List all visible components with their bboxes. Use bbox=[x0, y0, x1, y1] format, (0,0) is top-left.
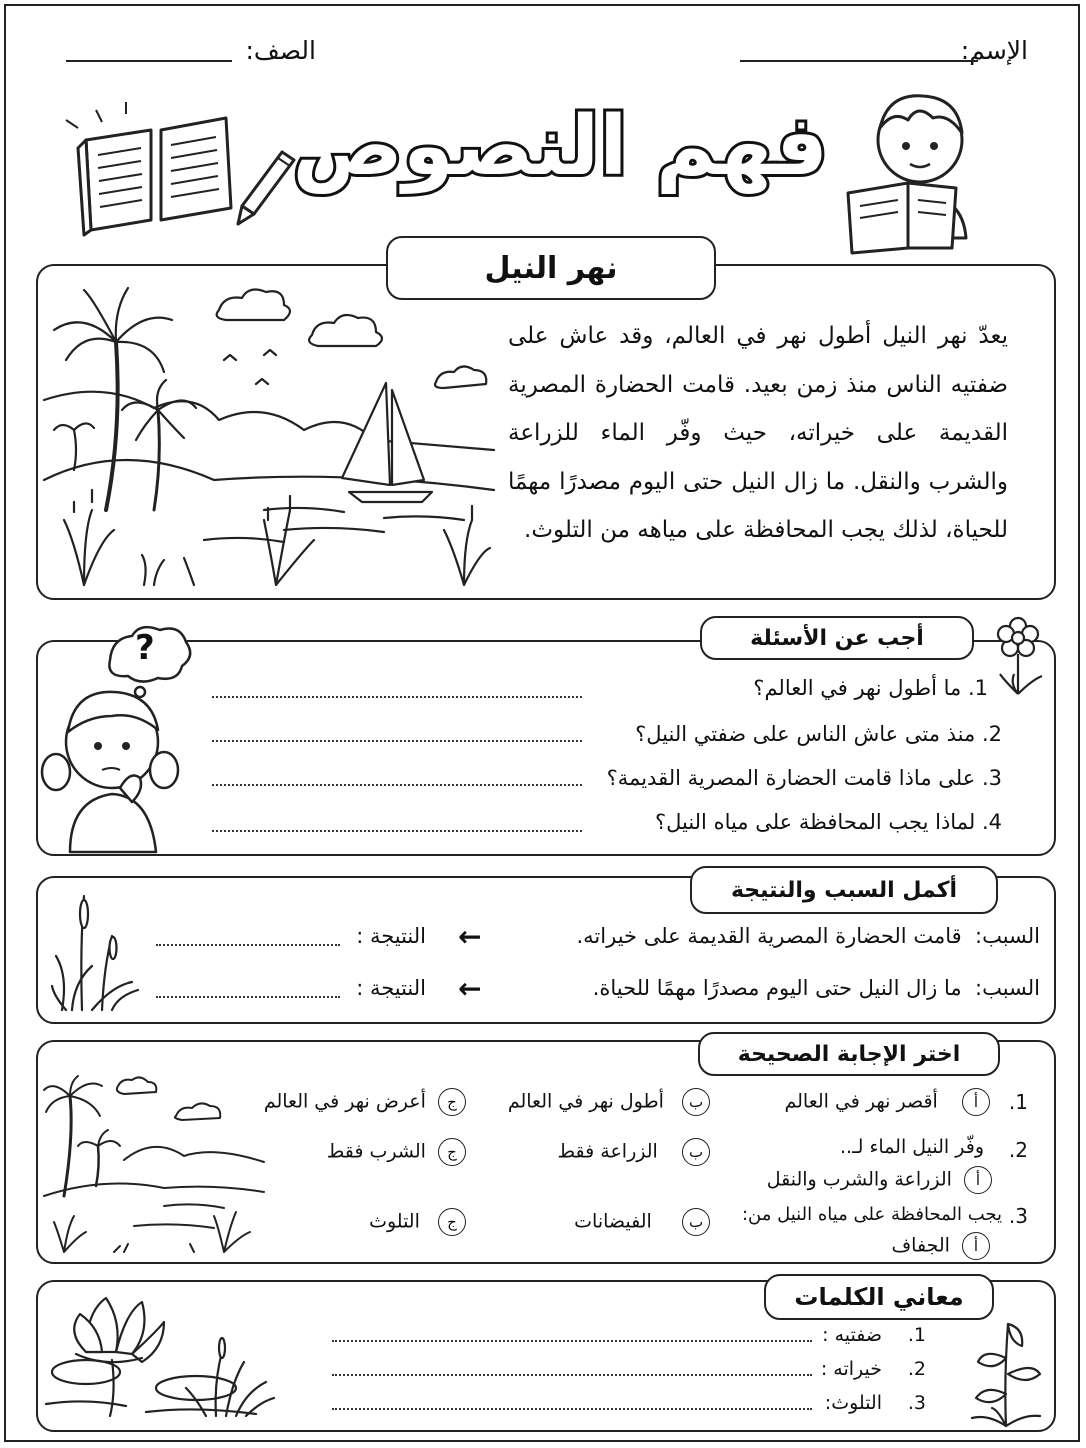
question-2: 2. منذ متى عاش الناس على ضفتي النيل؟ bbox=[635, 722, 1002, 746]
name-label: الإسم: bbox=[960, 36, 1028, 65]
mcq-3-option-c[interactable]: ج التلوث bbox=[369, 1208, 466, 1236]
vocab-3: 3.التلوث: bbox=[824, 1392, 926, 1414]
vocab-title: معاني الكلمات bbox=[764, 1274, 994, 1320]
question-3: 3. على ماذا قامت الحضارة المصرية القديمة؟ bbox=[606, 766, 1002, 790]
questions-title: أجب عن الأسئلة bbox=[700, 616, 974, 660]
cause-row-1: السبب: قامت الحضارة المصرية القديمة على خيراته. bbox=[576, 924, 1040, 948]
answer-line-4[interactable] bbox=[212, 830, 582, 832]
lotus-flower-illustration bbox=[46, 1292, 276, 1422]
mcq-1-option-b[interactable]: ب أطول نهر في العالم bbox=[508, 1088, 710, 1116]
option-letter-circle: ج bbox=[438, 1138, 466, 1166]
reeds-icon bbox=[52, 886, 142, 1010]
answer-line-3[interactable] bbox=[212, 784, 582, 786]
option-letter-circle: ج bbox=[438, 1088, 466, 1116]
mcq-3-stem: يجب المحافظة على مياه النيل من: bbox=[741, 1204, 1002, 1225]
vocab-line-1[interactable] bbox=[332, 1340, 812, 1342]
mcq-2-option-c[interactable]: ج الشرب فقط bbox=[327, 1138, 466, 1166]
page-title: فهم النصوص bbox=[292, 99, 828, 194]
option-letter-circle: ب bbox=[682, 1208, 710, 1236]
mcq-1-number: 1. bbox=[1008, 1090, 1028, 1114]
class-line[interactable] bbox=[66, 60, 232, 62]
question-1: 1. ما أطول نهر في العالم؟ bbox=[753, 676, 988, 700]
option-letter-circle: ج bbox=[438, 1208, 466, 1236]
name-line[interactable] bbox=[740, 60, 978, 62]
arrow-2: ← bbox=[458, 972, 482, 1005]
class-label: الصف: bbox=[245, 36, 316, 65]
pencil-icon bbox=[232, 148, 302, 228]
option-letter-circle: ب bbox=[682, 1138, 710, 1166]
vocab-2: 2.خيراته : bbox=[820, 1358, 926, 1380]
mcq-1-option-a[interactable]: أ أقصر نهر في العالم bbox=[784, 1088, 990, 1116]
open-book-icon bbox=[66, 100, 246, 240]
option-letter-circle: أ bbox=[964, 1166, 992, 1194]
river-small-illustration bbox=[44, 1076, 264, 1252]
arrow-1: ← bbox=[458, 920, 482, 953]
mcq-2-number: 2. bbox=[1008, 1138, 1028, 1162]
mcq-2-option-a[interactable]: أ الزراعة والشرب والنقل bbox=[767, 1166, 992, 1194]
girl-thinking-illustration bbox=[40, 620, 200, 852]
result-line-1[interactable] bbox=[156, 944, 340, 946]
thought-question-mark: ? bbox=[135, 628, 155, 668]
answer-line-2[interactable] bbox=[212, 740, 582, 742]
flower-icon bbox=[990, 618, 1050, 698]
plant-icon bbox=[968, 1318, 1044, 1426]
result-label-2: النتيجة : bbox=[356, 976, 426, 1000]
cause-effect-title: أكمل السبب والنتيجة bbox=[690, 866, 998, 914]
boy-reading-illustration bbox=[838, 88, 998, 258]
mcq-2-option-b[interactable]: ب الزراعة فقط bbox=[558, 1138, 710, 1166]
result-label-1: النتيجة : bbox=[356, 924, 426, 948]
vocab-1: 1.ضفتيه : bbox=[822, 1324, 926, 1346]
vocab-line-3[interactable] bbox=[332, 1408, 812, 1410]
mcq-1-option-c[interactable]: ج أعرض نهر في العالم bbox=[264, 1088, 466, 1116]
vocab-line-2[interactable] bbox=[332, 1374, 812, 1376]
mcq-3-number: 3. bbox=[1008, 1204, 1028, 1228]
mcq-2-stem: وفّر النيل الماء لـ.. bbox=[840, 1136, 984, 1158]
result-line-2[interactable] bbox=[156, 996, 340, 998]
mcq-3-option-b[interactable]: ب الفيضانات bbox=[574, 1208, 710, 1236]
option-letter-circle: أ bbox=[962, 1232, 990, 1260]
option-letter-circle: ب bbox=[682, 1088, 710, 1116]
cause-row-2: السبب: ما زال النيل حتى اليوم مصدرًا مهمًا للحياة. bbox=[592, 976, 1040, 1000]
mcq-3-option-a[interactable]: أ الجفاف bbox=[891, 1232, 990, 1260]
answer-line-1[interactable] bbox=[212, 696, 582, 698]
passage-text: يعدّ نهر النيل أطول نهر في العالم، وقد عاش على ضفتيه الناس منذ زمن بعيد. قامت الحضارة المصرية القديمة على خيراته، حيث وفّر الماء للزراعة والشرب والنقل. ما زال النيل حتى اليوم مصدرًا مهمًا للحياة، لذلك يجب المحافظة على مياهه من التلوث. bbox=[508, 323, 1008, 543]
question-4: 4. لماذا يجب المحافظة على مياه النيل؟ bbox=[654, 810, 1002, 834]
option-letter-circle: أ bbox=[962, 1088, 990, 1116]
passage-title: نهر النيل bbox=[386, 236, 716, 300]
mcq-title: اختر الإجابة الصحيحة bbox=[698, 1032, 1000, 1076]
nile-landscape-illustration bbox=[44, 280, 494, 590]
